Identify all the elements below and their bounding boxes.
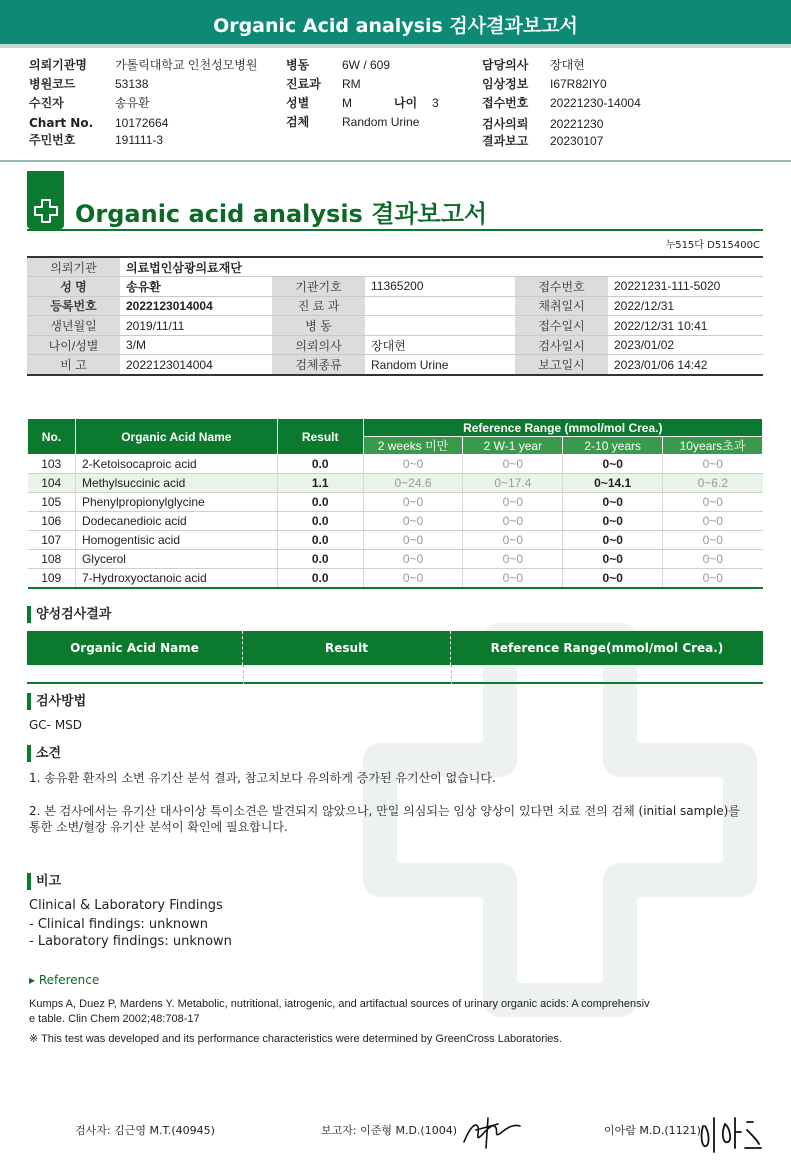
patient-value <box>365 296 515 316</box>
patient-value: 2022123014004 <box>120 296 272 316</box>
reference-line-2: e table. Clin Chem 2002;48:708-17 <box>29 1013 200 1025</box>
cell-name: 7-Hydroxyoctanoic acid <box>75 569 277 588</box>
findings-section-title: 소견 <box>27 745 61 762</box>
table-row <box>28 569 763 588</box>
table-row <box>28 493 763 512</box>
cell-range: 0~0 <box>663 531 763 550</box>
col-header-name: Organic Acid Name <box>75 419 277 455</box>
method-text: GC- MSD <box>29 718 83 732</box>
report-banner-title: Organic Acid analysis 검사결과보고서 <box>0 0 791 48</box>
patient-label: 채취일시 <box>515 296 608 316</box>
header-value: 3 <box>432 96 439 110</box>
patient-label: 진 료 과 <box>272 296 365 316</box>
table-row <box>28 512 763 531</box>
col-header-no: No. <box>28 419 76 455</box>
cell-result: 0.0 <box>277 569 363 588</box>
cell-range: 0~0 <box>663 550 763 569</box>
cell-range: 0~0 <box>563 569 663 588</box>
patient-value: 2023/01/02 <box>608 335 763 355</box>
cell-range: 0~0 <box>663 455 763 474</box>
cell-range: 0~0 <box>663 569 763 588</box>
col-header-range: 2 weeks 미만 <box>363 437 463 455</box>
title-rule <box>27 229 763 231</box>
header-value: I67R82IY0 <box>550 77 607 91</box>
cell-range: 0~17.4 <box>463 474 563 493</box>
patient-label: 성 명 <box>27 277 120 297</box>
cell-range: 0~0 <box>463 531 563 550</box>
patient-value: 송유환 <box>120 277 272 297</box>
report-codes: 누515다 D515400C <box>665 240 760 251</box>
table-row <box>28 474 763 493</box>
remarks-section-title: 비고 <box>27 873 61 890</box>
patient-value: Random Urine <box>365 355 515 375</box>
positive-section-title: 양성검사결과 <box>27 606 111 623</box>
header-value: 191111-3 <box>115 133 164 147</box>
cell-name: Dodecanedioic acid <box>75 512 277 531</box>
cell-range: 0~0 <box>363 550 463 569</box>
header-label: Chart No. <box>29 116 94 130</box>
patient-label: 검사일시 <box>515 335 608 355</box>
pos-header-ref-line2: (mmol/mol Crea.) <box>606 640 724 655</box>
watermark-cross-icon <box>350 600 770 1160</box>
patient-label: 검체종류 <box>272 355 365 375</box>
header-value: 장대현 <box>550 58 585 72</box>
reporter-signature-mark <box>458 1112 524 1152</box>
method-section-title: 검사방법 <box>27 693 86 710</box>
header-label: 결과보고 <box>482 134 529 148</box>
cell-result: 0.0 <box>277 550 363 569</box>
cell-result: 0.0 <box>277 531 363 550</box>
pos-header-ref-line1: Reference Range <box>490 640 607 655</box>
header-value: M <box>342 96 352 110</box>
cell-name: 2-Ketoisocaproic acid <box>75 455 277 474</box>
patient-label: 비 고 <box>27 355 120 375</box>
header-label: 나이 <box>394 96 418 110</box>
cell-range: 0~0 <box>463 455 563 474</box>
patient-row <box>27 335 763 355</box>
divider <box>0 160 791 162</box>
divider <box>243 665 244 684</box>
patient-label: 접수번호 <box>515 277 608 297</box>
remarks-line-3: - Laboratory findings: unknown <box>29 934 232 949</box>
patient-info-table <box>27 256 763 376</box>
cell-range: 0~0 <box>463 550 563 569</box>
reference-note: ※ This test was developed and its performance characteristics were determined by GreenCross Laboratories. <box>29 1033 562 1045</box>
header-label: 검사의뢰 <box>482 117 529 131</box>
header-label: 진료과 <box>286 77 321 91</box>
col-header-range: 10years초과 <box>663 437 763 455</box>
header-label: 병원코드 <box>29 77 76 91</box>
patient-value <box>365 316 515 336</box>
patient-row <box>27 296 763 316</box>
cell-result: 1.1 <box>277 474 363 493</box>
patient-value: 2023/01/06 14:42 <box>608 355 763 375</box>
remarks-line-2: - Clinical findings: unknown <box>29 917 208 932</box>
cell-range: 0~24.6 <box>363 474 463 493</box>
header-value: Random Urine <box>342 115 420 129</box>
divider <box>451 665 452 684</box>
patient-row <box>27 277 763 297</box>
patient-row <box>27 316 763 336</box>
patient-value <box>365 257 515 277</box>
cell-no: 106 <box>28 512 76 531</box>
cell-range: 0~0 <box>463 512 563 531</box>
findings-text-2a: 2. 본 검사에서는 유기산 대사이상 특이소견은 발견되지 않았으나, 만일 의심되는 임상 양상이 있다면 치료 전의 검체 (initial sample)를 <box>29 804 740 818</box>
cell-no: 108 <box>28 550 76 569</box>
reference-title: ▸ Reference <box>29 973 100 987</box>
header-label: 임상정보 <box>482 77 529 91</box>
patient-value: 20221231-111-5020 <box>608 277 763 297</box>
header-label: 병동 <box>286 58 310 72</box>
cell-range: 0~0 <box>363 531 463 550</box>
patient-value: 2022/12/31 10:41 <box>608 316 763 336</box>
header-label: 담당의사 <box>482 58 529 72</box>
cell-no: 103 <box>28 455 76 474</box>
patient-value: 2022123014004 <box>120 355 272 375</box>
remarks-line-1: Clinical & Laboratory Findings <box>29 898 223 913</box>
patient-label <box>515 257 608 277</box>
cell-no: 104 <box>28 474 76 493</box>
patient-label: 의뢰기관 <box>27 257 120 277</box>
cell-no: 109 <box>28 569 76 588</box>
patient-label: 나이/성별 <box>27 335 120 355</box>
logo-icon <box>27 171 64 229</box>
positive-table-header <box>27 631 763 665</box>
patient-row <box>27 257 763 277</box>
header-value: 20221230 <box>550 117 604 131</box>
cell-name: Homogentisic acid <box>75 531 277 550</box>
patient-label: 보고일시 <box>515 355 608 375</box>
patient-label: 등록번호 <box>27 296 120 316</box>
cell-range: 0~0 <box>563 455 663 474</box>
signature-reporter: 보고자: 이준형 M.D.(1004) <box>321 1124 457 1137</box>
positive-table-body <box>27 665 763 684</box>
cell-range: 0~0 <box>663 512 763 531</box>
patient-value: 2019/11/11 <box>120 316 272 336</box>
cell-range: 0~0 <box>663 493 763 512</box>
patient-label: 의뢰의사 <box>272 335 365 355</box>
cell-range: 0~0 <box>563 531 663 550</box>
col-header-result: Result <box>277 419 363 455</box>
header-label: 의뢰기관명 <box>29 58 87 72</box>
results-table <box>27 418 763 589</box>
patient-label: 병 동 <box>272 316 365 336</box>
cell-range: 0~0 <box>463 569 563 588</box>
header-label: 성별 <box>286 96 310 110</box>
findings-text-2b: 통한 소변/혈장 유기산 분석이 확인에 필요합니다. <box>29 820 288 834</box>
cell-range: 0~0 <box>563 550 663 569</box>
header-value: 53138 <box>115 77 149 91</box>
header-value: 10172664 <box>115 116 169 130</box>
cell-no: 107 <box>28 531 76 550</box>
patient-row <box>27 355 763 375</box>
report-title: Organic acid analysis 결과보고서 <box>75 200 488 228</box>
cell-name: Glycerol <box>75 550 277 569</box>
cell-result: 0.0 <box>277 455 363 474</box>
header-label: 주민번호 <box>29 133 76 147</box>
header-label: 접수번호 <box>482 96 529 110</box>
patient-value: 의료법인삼광의료재단 <box>120 257 272 277</box>
pos-header-reference <box>451 631 763 665</box>
patient-value: 장대현 <box>365 335 515 355</box>
cell-range: 0~0 <box>563 493 663 512</box>
header-value: 20230107 <box>550 134 604 148</box>
pos-header-name: Organic Acid Name <box>27 631 243 665</box>
header-value: 송유환 <box>115 96 150 110</box>
table-row <box>28 531 763 550</box>
signature-doctor: 이아람 M.D.(1121) <box>604 1124 701 1137</box>
signature-tester: 검사자: 김근영 M.T.(40945) <box>75 1124 215 1137</box>
pos-header-result: Result <box>243 631 451 665</box>
patient-value: 2022/12/31 <box>608 296 763 316</box>
header-value: 20221230-14004 <box>550 96 641 110</box>
cell-name: Methylsuccinic acid <box>75 474 277 493</box>
col-header-range: 2 W-1 year <box>463 437 563 455</box>
patient-label <box>272 257 365 277</box>
cell-range: 0~0 <box>563 512 663 531</box>
header-value: RM <box>342 77 361 91</box>
patient-value: 3/M <box>120 335 272 355</box>
findings-text-1: 1. 송유환 환자의 소변 유기산 분석 결과, 참고치보다 유의하게 증가된 유기산이 없습니다. <box>29 771 496 785</box>
cell-no: 105 <box>28 493 76 512</box>
table-row <box>28 550 763 569</box>
header-label: 검체 <box>286 115 310 129</box>
cell-range: 0~6.2 <box>663 474 763 493</box>
doctor-signature-mark <box>697 1114 763 1156</box>
cell-range: 0~0 <box>363 512 463 531</box>
patient-label: 기관기호 <box>272 277 365 297</box>
cell-range: 0~0 <box>363 455 463 474</box>
patient-label: 접수일시 <box>515 316 608 336</box>
table-row <box>28 455 763 474</box>
header-value: 가톨릭대학교 인천성모병원 <box>115 58 258 72</box>
patient-label: 생년월일 <box>27 316 120 336</box>
cell-range: 0~0 <box>363 493 463 512</box>
patient-value: 11365200 <box>365 277 515 297</box>
reference-line-1: Kumps A, Duez P, Mardens Y. Metabolic, nutritional, iatrogenic, and artifactual sources of urinary organic acids: A comprehensiv <box>29 998 650 1010</box>
cell-range: 0~14.1 <box>563 474 663 493</box>
cell-range: 0~0 <box>363 569 463 588</box>
col-header-reference: Reference Range (mmol/mol Crea.) <box>363 419 762 437</box>
cell-result: 0.0 <box>277 512 363 531</box>
cell-name: Phenylpropionylglycine <box>75 493 277 512</box>
cell-result: 0.0 <box>277 493 363 512</box>
header-label: 수진자 <box>29 96 64 110</box>
header-value: 6W / 609 <box>342 58 391 72</box>
patient-value <box>608 257 763 277</box>
cell-range: 0~0 <box>463 493 563 512</box>
col-header-range: 2-10 years <box>563 437 663 455</box>
